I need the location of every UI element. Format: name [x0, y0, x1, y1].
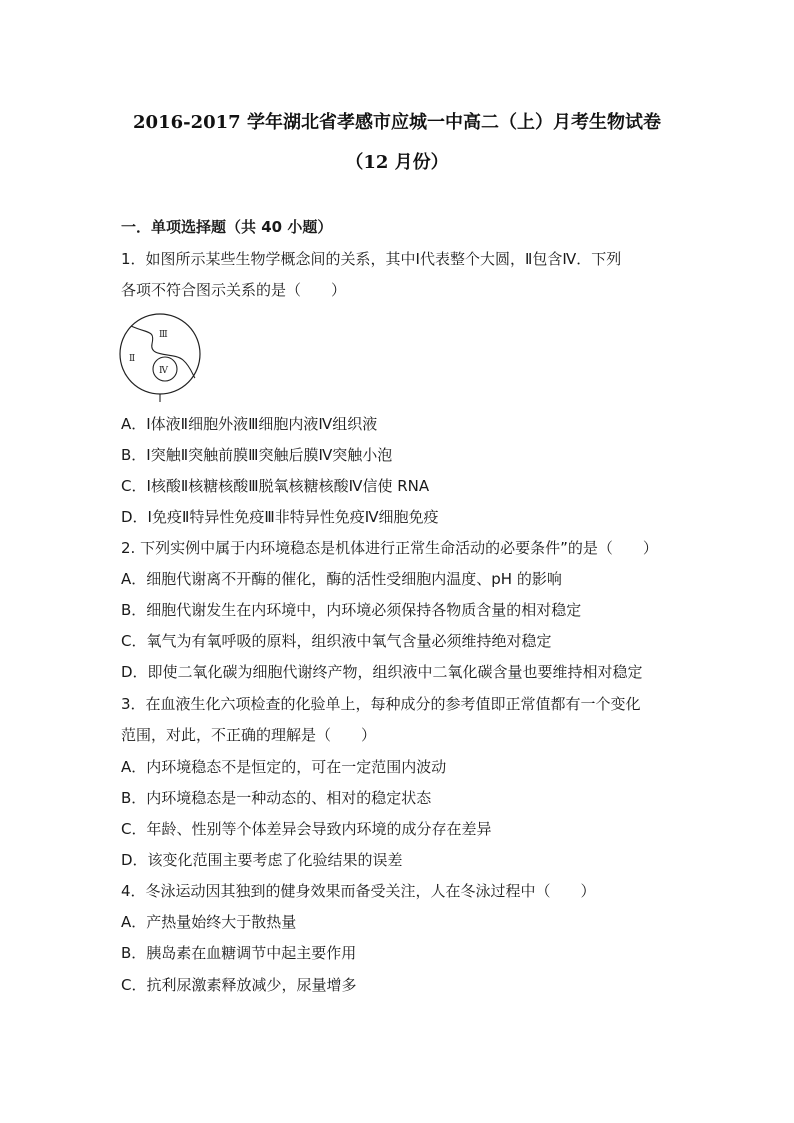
question-3-option-c: C．年龄、性别等个体差异会导致内环境的成分存在差异: [121, 820, 492, 838]
question-2-option-d: D．即使二氧化碳为细胞代谢终产物，组织液中二氧化碳含量也要维持相对稳定: [121, 663, 643, 681]
question-2-stem-line-1: 2. 下列实例中属于内环境稳态是机体进行正常生命活动的必要条件”的是（ ）: [121, 539, 658, 557]
label-II: Ⅱ: [129, 354, 136, 364]
question-3-option-b: B．内环境稳态是一种动态的、相对的稳定状态: [121, 789, 432, 807]
question-4-option-a: A．产热量始终大于散热量: [121, 913, 297, 931]
question-1-option-d: D．Ⅰ免疫Ⅱ特异性免疫Ⅲ非特异性免疫Ⅳ细胞免疫: [121, 508, 439, 526]
concept-relationship-diagram: [119, 312, 203, 404]
question-1-stem-line-2: 各项不符合图示关系的是（ ）: [121, 281, 347, 299]
question-3-stem-line-2: 范围，对此，不正确的理解是（ ）: [121, 726, 377, 744]
document-title: 2016-2017 学年湖北省孝感市应城一中高二（上）月考生物试卷: [133, 112, 661, 133]
question-1-option-b: B．Ⅰ突触Ⅱ突触前膜Ⅲ突触后膜Ⅳ突触小泡: [121, 446, 393, 464]
question-3-option-a: A．内环境稳态不是恒定的，可在一定范围内波动: [121, 758, 447, 776]
question-1-stem-line-1: 1．如图所示某些生物学概念间的关系，其中Ⅰ代表整个大圆，Ⅱ包含Ⅳ．下列: [121, 250, 622, 268]
label-III: Ⅲ: [159, 330, 168, 340]
question-3-stem-line-1: 3．在血液生化六项检查的化验单上，每种成分的参考值即正常值都有一个变化: [121, 695, 641, 713]
question-1-option-a: A．Ⅰ体液Ⅱ细胞外液Ⅲ细胞内液Ⅳ组织液: [121, 415, 378, 433]
question-4-stem-line-1: 4．冬泳运动因其独到的健身效果而备受关注，人在冬泳过程中（ ）: [121, 882, 596, 900]
question-4-option-c: C．抗利尿激素释放减少，尿量增多: [121, 976, 357, 994]
venn-diagram-figure: [119, 312, 203, 408]
document-subtitle: （12 月份）: [345, 152, 449, 173]
question-2-option-c: C．氧气为有氧呼吸的原料，组织液中氧气含量必须维持绝对稳定: [121, 632, 552, 650]
question-1-option-c: C．Ⅰ核酸Ⅱ核糖核酸Ⅲ脱氧核糖核酸Ⅳ信使 RNA: [121, 477, 430, 495]
question-3-option-d: D．该变化范围主要考虑了化验结果的误差: [121, 851, 403, 869]
label-IV: Ⅳ: [159, 366, 168, 376]
section-heading: 一．单项选择题（共 40 小题）: [121, 218, 333, 236]
question-4-option-b: B．胰岛素在血糖调节中起主要作用: [121, 944, 357, 962]
question-2-option-b: B．细胞代谢发生在内环境中，内环境必须保持各物质含量的相对稳定: [121, 601, 582, 619]
question-2-option-a: A．细胞代谢离不开酶的催化，酶的活性受细胞内温度、pH 的影响: [121, 570, 562, 588]
